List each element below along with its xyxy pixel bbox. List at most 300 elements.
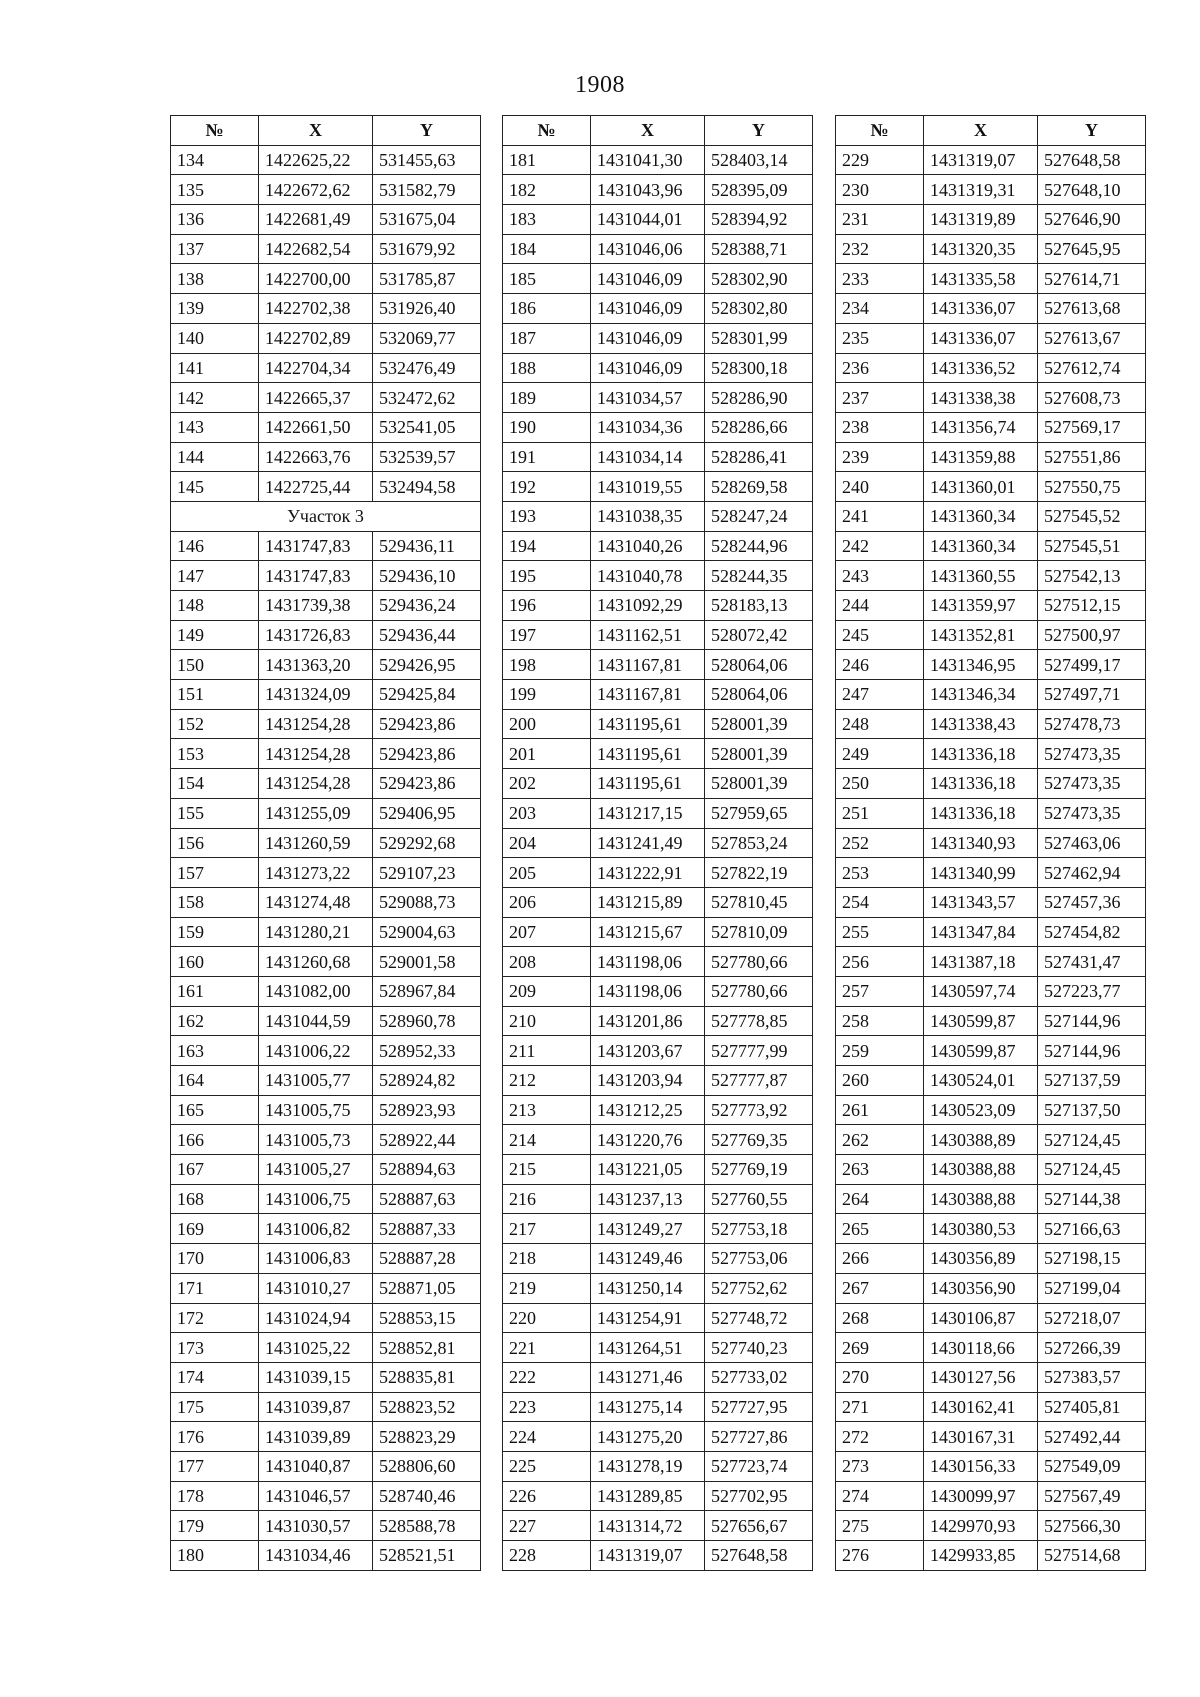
coordinates-table-3 — [835, 115, 1146, 1571]
x-coordinate-cell: 1430127,56 — [924, 1362, 1038, 1392]
table-row — [836, 1273, 1146, 1303]
table-row — [171, 1333, 481, 1363]
point-number-cell: 156 — [171, 828, 259, 858]
point-number-cell: 235 — [836, 323, 924, 353]
point-number-cell: 254 — [836, 887, 924, 917]
x-coordinate-cell: 1431338,38 — [924, 383, 1038, 413]
x-coordinate-cell: 1431274,48 — [259, 887, 373, 917]
point-number-cell: 155 — [171, 798, 259, 828]
table-row — [503, 1184, 813, 1214]
x-coordinate-cell: 1431044,59 — [259, 1006, 373, 1036]
table-row — [836, 531, 1146, 561]
table-row — [836, 1333, 1146, 1363]
y-coordinate-cell: 527648,58 — [1038, 145, 1146, 175]
y-coordinate-cell: 528302,80 — [705, 294, 813, 324]
point-number-cell: 271 — [836, 1392, 924, 1422]
table-row — [503, 947, 813, 977]
point-number-cell: 218 — [503, 1244, 591, 1274]
point-number-cell: 259 — [836, 1036, 924, 1066]
table-row — [836, 1036, 1146, 1066]
y-coordinate-cell: 527499,17 — [1038, 650, 1146, 680]
point-number-cell: 141 — [171, 353, 259, 383]
point-number-cell: 179 — [171, 1511, 259, 1541]
table-row — [836, 620, 1146, 650]
point-number-cell: 265 — [836, 1214, 924, 1244]
y-coordinate-cell: 527780,66 — [705, 947, 813, 977]
x-coordinate-cell: 1430118,66 — [924, 1333, 1038, 1363]
point-number-cell: 273 — [836, 1451, 924, 1481]
table-row — [171, 739, 481, 769]
x-coordinate-cell: 1431046,06 — [591, 234, 705, 264]
point-number-cell: 267 — [836, 1273, 924, 1303]
x-coordinate-cell: 1431319,07 — [591, 1541, 705, 1571]
y-coordinate-cell: 527777,87 — [705, 1066, 813, 1096]
table-row — [503, 917, 813, 947]
header-y: Y — [373, 116, 481, 146]
point-number-cell: 204 — [503, 828, 591, 858]
point-number-cell: 190 — [503, 412, 591, 442]
table-row — [171, 1481, 481, 1511]
point-number-cell: 145 — [171, 472, 259, 502]
point-number-cell: 244 — [836, 591, 924, 621]
table-row — [503, 1214, 813, 1244]
y-coordinate-cell: 529406,95 — [373, 798, 481, 828]
point-number-cell: 191 — [503, 442, 591, 472]
x-coordinate-cell: 1422661,50 — [259, 412, 373, 442]
y-coordinate-cell: 531582,79 — [373, 175, 481, 205]
point-number-cell: 216 — [503, 1184, 591, 1214]
y-coordinate-cell: 528403,14 — [705, 145, 813, 175]
point-number-cell: 147 — [171, 561, 259, 591]
x-coordinate-cell: 1431726,83 — [259, 620, 373, 650]
table-row — [503, 709, 813, 739]
y-coordinate-cell: 528001,39 — [705, 769, 813, 799]
point-number-cell: 200 — [503, 709, 591, 739]
x-coordinate-cell: 1431041,30 — [591, 145, 705, 175]
table-row — [171, 976, 481, 1006]
x-coordinate-cell: 1431360,34 — [924, 501, 1038, 531]
table-row — [836, 828, 1146, 858]
x-coordinate-cell: 1430162,41 — [924, 1392, 1038, 1422]
y-coordinate-cell: 527473,35 — [1038, 739, 1146, 769]
point-number-cell: 268 — [836, 1303, 924, 1333]
y-coordinate-cell: 528001,39 — [705, 739, 813, 769]
table-row — [171, 858, 481, 888]
x-coordinate-cell: 1422672,62 — [259, 175, 373, 205]
y-coordinate-cell: 527752,62 — [705, 1273, 813, 1303]
y-coordinate-cell: 527218,07 — [1038, 1303, 1146, 1333]
x-coordinate-cell: 1431198,06 — [591, 976, 705, 1006]
point-number-cell: 225 — [503, 1451, 591, 1481]
x-coordinate-cell: 1431006,83 — [259, 1244, 373, 1274]
y-coordinate-cell: 527753,06 — [705, 1244, 813, 1274]
header-number: № — [836, 116, 924, 146]
point-number-cell: 170 — [171, 1244, 259, 1274]
point-number-cell: 228 — [503, 1541, 591, 1571]
y-coordinate-cell: 528244,35 — [705, 561, 813, 591]
x-coordinate-cell: 1431336,18 — [924, 798, 1038, 828]
y-coordinate-cell: 527959,65 — [705, 798, 813, 828]
table-row — [171, 1451, 481, 1481]
x-coordinate-cell: 1431336,18 — [924, 769, 1038, 799]
y-coordinate-cell: 528286,41 — [705, 442, 813, 472]
point-number-cell: 178 — [171, 1481, 259, 1511]
x-coordinate-cell: 1431005,75 — [259, 1095, 373, 1125]
x-coordinate-cell: 1431046,09 — [591, 323, 705, 353]
table-row — [503, 769, 813, 799]
x-coordinate-cell: 1422663,76 — [259, 442, 373, 472]
y-coordinate-cell: 527566,30 — [1038, 1511, 1146, 1541]
coordinates-table-2 — [502, 115, 813, 1571]
table-row — [836, 1066, 1146, 1096]
table-row — [836, 442, 1146, 472]
table-row — [503, 1362, 813, 1392]
y-coordinate-cell: 527753,18 — [705, 1214, 813, 1244]
x-coordinate-cell: 1431249,27 — [591, 1214, 705, 1244]
point-number-cell: 247 — [836, 680, 924, 710]
point-number-cell: 152 — [171, 709, 259, 739]
x-coordinate-cell: 1431024,94 — [259, 1303, 373, 1333]
y-coordinate-cell: 527545,52 — [1038, 501, 1146, 531]
x-coordinate-cell: 1431034,36 — [591, 412, 705, 442]
y-coordinate-cell: 529001,58 — [373, 947, 481, 977]
x-coordinate-cell: 1430356,89 — [924, 1244, 1038, 1274]
point-number-cell: 209 — [503, 976, 591, 1006]
table-row — [171, 323, 481, 353]
header-x: X — [924, 116, 1038, 146]
table-row — [503, 1511, 813, 1541]
point-number-cell: 220 — [503, 1303, 591, 1333]
table-row — [503, 175, 813, 205]
table-row — [836, 1095, 1146, 1125]
x-coordinate-cell: 1431092,29 — [591, 591, 705, 621]
y-coordinate-cell: 527454,82 — [1038, 917, 1146, 947]
point-number-cell: 142 — [171, 383, 259, 413]
y-coordinate-cell: 527144,96 — [1038, 1036, 1146, 1066]
x-coordinate-cell: 1431343,57 — [924, 887, 1038, 917]
x-coordinate-cell: 1431203,94 — [591, 1066, 705, 1096]
x-coordinate-cell: 1429933,85 — [924, 1541, 1038, 1571]
y-coordinate-cell: 527514,68 — [1038, 1541, 1146, 1571]
point-number-cell: 206 — [503, 887, 591, 917]
y-coordinate-cell: 528183,13 — [705, 591, 813, 621]
table-row — [836, 947, 1146, 977]
y-coordinate-cell: 527124,45 — [1038, 1125, 1146, 1155]
x-coordinate-cell: 1431273,22 — [259, 858, 373, 888]
table-row — [836, 739, 1146, 769]
y-coordinate-cell: 527473,35 — [1038, 798, 1146, 828]
table-row — [503, 887, 813, 917]
y-coordinate-cell: 527646,90 — [1038, 205, 1146, 235]
x-coordinate-cell: 1431044,01 — [591, 205, 705, 235]
table-row — [171, 472, 481, 502]
x-coordinate-cell: 1431162,51 — [591, 620, 705, 650]
table-row — [171, 1214, 481, 1244]
table-row — [171, 1006, 481, 1036]
point-number-cell: 260 — [836, 1066, 924, 1096]
y-coordinate-cell: 527144,38 — [1038, 1184, 1146, 1214]
table-row — [171, 531, 481, 561]
y-coordinate-cell: 527199,04 — [1038, 1273, 1146, 1303]
y-coordinate-cell: 527124,45 — [1038, 1155, 1146, 1185]
point-number-cell: 212 — [503, 1066, 591, 1096]
x-coordinate-cell: 1430524,01 — [924, 1066, 1038, 1096]
x-coordinate-cell: 1431360,55 — [924, 561, 1038, 591]
point-number-cell: 223 — [503, 1392, 591, 1422]
point-number-cell: 251 — [836, 798, 924, 828]
page-number: 1908 — [575, 72, 625, 98]
point-number-cell: 138 — [171, 264, 259, 294]
y-coordinate-cell: 529004,63 — [373, 917, 481, 947]
x-coordinate-cell: 1431040,78 — [591, 561, 705, 591]
section-label: Участок 3 — [171, 501, 481, 531]
point-number-cell: 242 — [836, 531, 924, 561]
point-number-cell: 197 — [503, 620, 591, 650]
point-number-cell: 196 — [503, 591, 591, 621]
point-number-cell: 158 — [171, 887, 259, 917]
table-row — [503, 739, 813, 769]
y-coordinate-cell: 528064,06 — [705, 650, 813, 680]
y-coordinate-cell: 532476,49 — [373, 353, 481, 383]
y-coordinate-cell: 527500,97 — [1038, 620, 1146, 650]
x-coordinate-cell: 1431747,83 — [259, 561, 373, 591]
table-row — [503, 1333, 813, 1363]
point-number-cell: 272 — [836, 1422, 924, 1452]
x-coordinate-cell: 1431264,51 — [591, 1333, 705, 1363]
x-coordinate-cell: 1431046,09 — [591, 264, 705, 294]
y-coordinate-cell: 527645,95 — [1038, 234, 1146, 264]
x-coordinate-cell: 1430099,97 — [924, 1481, 1038, 1511]
point-number-cell: 241 — [836, 501, 924, 531]
point-number-cell: 256 — [836, 947, 924, 977]
x-coordinate-cell: 1431215,67 — [591, 917, 705, 947]
y-coordinate-cell: 532541,05 — [373, 412, 481, 442]
x-coordinate-cell: 1431324,09 — [259, 680, 373, 710]
table-row — [836, 1006, 1146, 1036]
x-coordinate-cell: 1422681,49 — [259, 205, 373, 235]
point-number-cell: 243 — [836, 561, 924, 591]
table-row — [503, 1066, 813, 1096]
x-coordinate-cell: 1431363,20 — [259, 650, 373, 680]
table-row — [503, 531, 813, 561]
y-coordinate-cell: 528001,39 — [705, 709, 813, 739]
table-row — [171, 798, 481, 828]
y-coordinate-cell: 529436,44 — [373, 620, 481, 650]
table-row — [171, 1422, 481, 1452]
x-coordinate-cell: 1430523,09 — [924, 1095, 1038, 1125]
y-coordinate-cell: 528286,66 — [705, 412, 813, 442]
table-row — [503, 205, 813, 235]
point-number-cell: 207 — [503, 917, 591, 947]
y-coordinate-cell: 528247,24 — [705, 501, 813, 531]
table-row — [503, 650, 813, 680]
x-coordinate-cell: 1431005,77 — [259, 1066, 373, 1096]
table-row — [171, 1125, 481, 1155]
x-coordinate-cell: 1431336,18 — [924, 739, 1038, 769]
x-coordinate-cell: 1431043,96 — [591, 175, 705, 205]
x-coordinate-cell: 1431241,49 — [591, 828, 705, 858]
point-number-cell: 221 — [503, 1333, 591, 1363]
point-number-cell: 185 — [503, 264, 591, 294]
table-row — [171, 1095, 481, 1125]
x-coordinate-cell: 1431006,22 — [259, 1036, 373, 1066]
table-row — [503, 858, 813, 888]
point-number-cell: 248 — [836, 709, 924, 739]
point-number-cell: 201 — [503, 739, 591, 769]
point-number-cell: 193 — [503, 501, 591, 531]
x-coordinate-cell: 1431006,75 — [259, 1184, 373, 1214]
x-coordinate-cell: 1431034,14 — [591, 442, 705, 472]
point-number-cell: 253 — [836, 858, 924, 888]
x-coordinate-cell: 1431280,21 — [259, 917, 373, 947]
point-number-cell: 153 — [171, 739, 259, 769]
point-number-cell: 159 — [171, 917, 259, 947]
x-coordinate-cell: 1431254,91 — [591, 1303, 705, 1333]
y-coordinate-cell: 527727,95 — [705, 1392, 813, 1422]
x-coordinate-cell: 1431260,59 — [259, 828, 373, 858]
x-coordinate-cell: 1431198,06 — [591, 947, 705, 977]
y-coordinate-cell: 527545,51 — [1038, 531, 1146, 561]
point-number-cell: 154 — [171, 769, 259, 799]
y-coordinate-cell: 527542,13 — [1038, 561, 1146, 591]
x-coordinate-cell: 1431254,28 — [259, 769, 373, 799]
x-coordinate-cell: 1431254,28 — [259, 709, 373, 739]
point-number-cell: 233 — [836, 264, 924, 294]
point-number-cell: 274 — [836, 1481, 924, 1511]
y-coordinate-cell: 527733,02 — [705, 1362, 813, 1392]
x-coordinate-cell: 1431346,34 — [924, 680, 1038, 710]
point-number-cell: 166 — [171, 1125, 259, 1155]
x-coordinate-cell: 1431040,26 — [591, 531, 705, 561]
point-number-cell: 257 — [836, 976, 924, 1006]
table-row — [836, 412, 1146, 442]
table-row — [836, 175, 1146, 205]
table-body — [836, 145, 1146, 1570]
y-coordinate-cell: 527144,96 — [1038, 1006, 1146, 1036]
table-row — [503, 383, 813, 413]
x-coordinate-cell: 1431360,01 — [924, 472, 1038, 502]
table-row — [171, 1066, 481, 1096]
x-coordinate-cell: 1430597,74 — [924, 976, 1038, 1006]
table-row — [503, 798, 813, 828]
x-coordinate-cell: 1431034,46 — [259, 1541, 373, 1571]
y-coordinate-cell: 527810,45 — [705, 887, 813, 917]
table-row — [503, 412, 813, 442]
point-number-cell: 161 — [171, 976, 259, 1006]
section-row — [171, 501, 481, 531]
point-number-cell: 148 — [171, 591, 259, 621]
x-coordinate-cell: 1431739,38 — [259, 591, 373, 621]
y-coordinate-cell: 527497,71 — [1038, 680, 1146, 710]
x-coordinate-cell: 1431195,61 — [591, 709, 705, 739]
table-row — [836, 145, 1146, 175]
y-coordinate-cell: 532494,58 — [373, 472, 481, 502]
header-row — [836, 116, 1146, 146]
y-coordinate-cell: 528853,15 — [373, 1303, 481, 1333]
y-coordinate-cell: 527462,94 — [1038, 858, 1146, 888]
y-coordinate-cell: 527512,15 — [1038, 591, 1146, 621]
x-coordinate-cell: 1431360,34 — [924, 531, 1038, 561]
x-coordinate-cell: 1422725,44 — [259, 472, 373, 502]
table-row — [171, 561, 481, 591]
table-row — [171, 234, 481, 264]
y-coordinate-cell: 529436,24 — [373, 591, 481, 621]
x-coordinate-cell: 1431747,83 — [259, 531, 373, 561]
y-coordinate-cell: 531455,63 — [373, 145, 481, 175]
y-coordinate-cell: 528740,46 — [373, 1481, 481, 1511]
point-number-cell: 187 — [503, 323, 591, 353]
table-row — [836, 501, 1146, 531]
table-row — [836, 709, 1146, 739]
x-coordinate-cell: 1431019,55 — [591, 472, 705, 502]
table-row — [503, 294, 813, 324]
table-row — [503, 828, 813, 858]
table-row — [171, 650, 481, 680]
point-number-cell: 270 — [836, 1362, 924, 1392]
y-coordinate-cell: 527550,75 — [1038, 472, 1146, 502]
y-coordinate-cell: 528952,33 — [373, 1036, 481, 1066]
point-number-cell: 136 — [171, 205, 259, 235]
point-number-cell: 239 — [836, 442, 924, 472]
point-number-cell: 174 — [171, 1362, 259, 1392]
table-row — [503, 442, 813, 472]
x-coordinate-cell: 1431359,97 — [924, 591, 1038, 621]
table-body — [503, 145, 813, 1570]
y-coordinate-cell: 529088,73 — [373, 887, 481, 917]
x-coordinate-cell: 1431195,61 — [591, 739, 705, 769]
table-row — [171, 620, 481, 650]
y-coordinate-cell: 527608,73 — [1038, 383, 1146, 413]
table-row — [503, 501, 813, 531]
point-number-cell: 211 — [503, 1036, 591, 1066]
table-row — [171, 442, 481, 472]
point-number-cell: 194 — [503, 531, 591, 561]
table-row — [503, 323, 813, 353]
y-coordinate-cell: 528894,63 — [373, 1155, 481, 1185]
point-number-cell: 186 — [503, 294, 591, 324]
point-number-cell: 135 — [171, 175, 259, 205]
table-row — [836, 858, 1146, 888]
table-row — [503, 1303, 813, 1333]
table-row — [171, 1511, 481, 1541]
table-row — [171, 1273, 481, 1303]
table-row — [503, 1155, 813, 1185]
table-row — [836, 1481, 1146, 1511]
y-coordinate-cell: 527612,74 — [1038, 353, 1146, 383]
y-coordinate-cell: 527656,67 — [705, 1511, 813, 1541]
y-coordinate-cell: 529426,95 — [373, 650, 481, 680]
y-coordinate-cell: 527137,59 — [1038, 1066, 1146, 1096]
y-coordinate-cell: 527614,71 — [1038, 264, 1146, 294]
point-number-cell: 140 — [171, 323, 259, 353]
table-row — [836, 976, 1146, 1006]
point-number-cell: 171 — [171, 1273, 259, 1303]
x-coordinate-cell: 1430388,88 — [924, 1184, 1038, 1214]
point-number-cell: 249 — [836, 739, 924, 769]
y-coordinate-cell: 529425,84 — [373, 680, 481, 710]
y-coordinate-cell: 528922,44 — [373, 1125, 481, 1155]
y-coordinate-cell: 527137,50 — [1038, 1095, 1146, 1125]
y-coordinate-cell: 532539,57 — [373, 442, 481, 472]
point-number-cell: 182 — [503, 175, 591, 205]
table-row — [171, 383, 481, 413]
table-row — [503, 561, 813, 591]
point-number-cell: 172 — [171, 1303, 259, 1333]
y-coordinate-cell: 527266,39 — [1038, 1333, 1146, 1363]
y-coordinate-cell: 527405,81 — [1038, 1392, 1146, 1422]
table-row — [836, 650, 1146, 680]
point-number-cell: 199 — [503, 680, 591, 710]
